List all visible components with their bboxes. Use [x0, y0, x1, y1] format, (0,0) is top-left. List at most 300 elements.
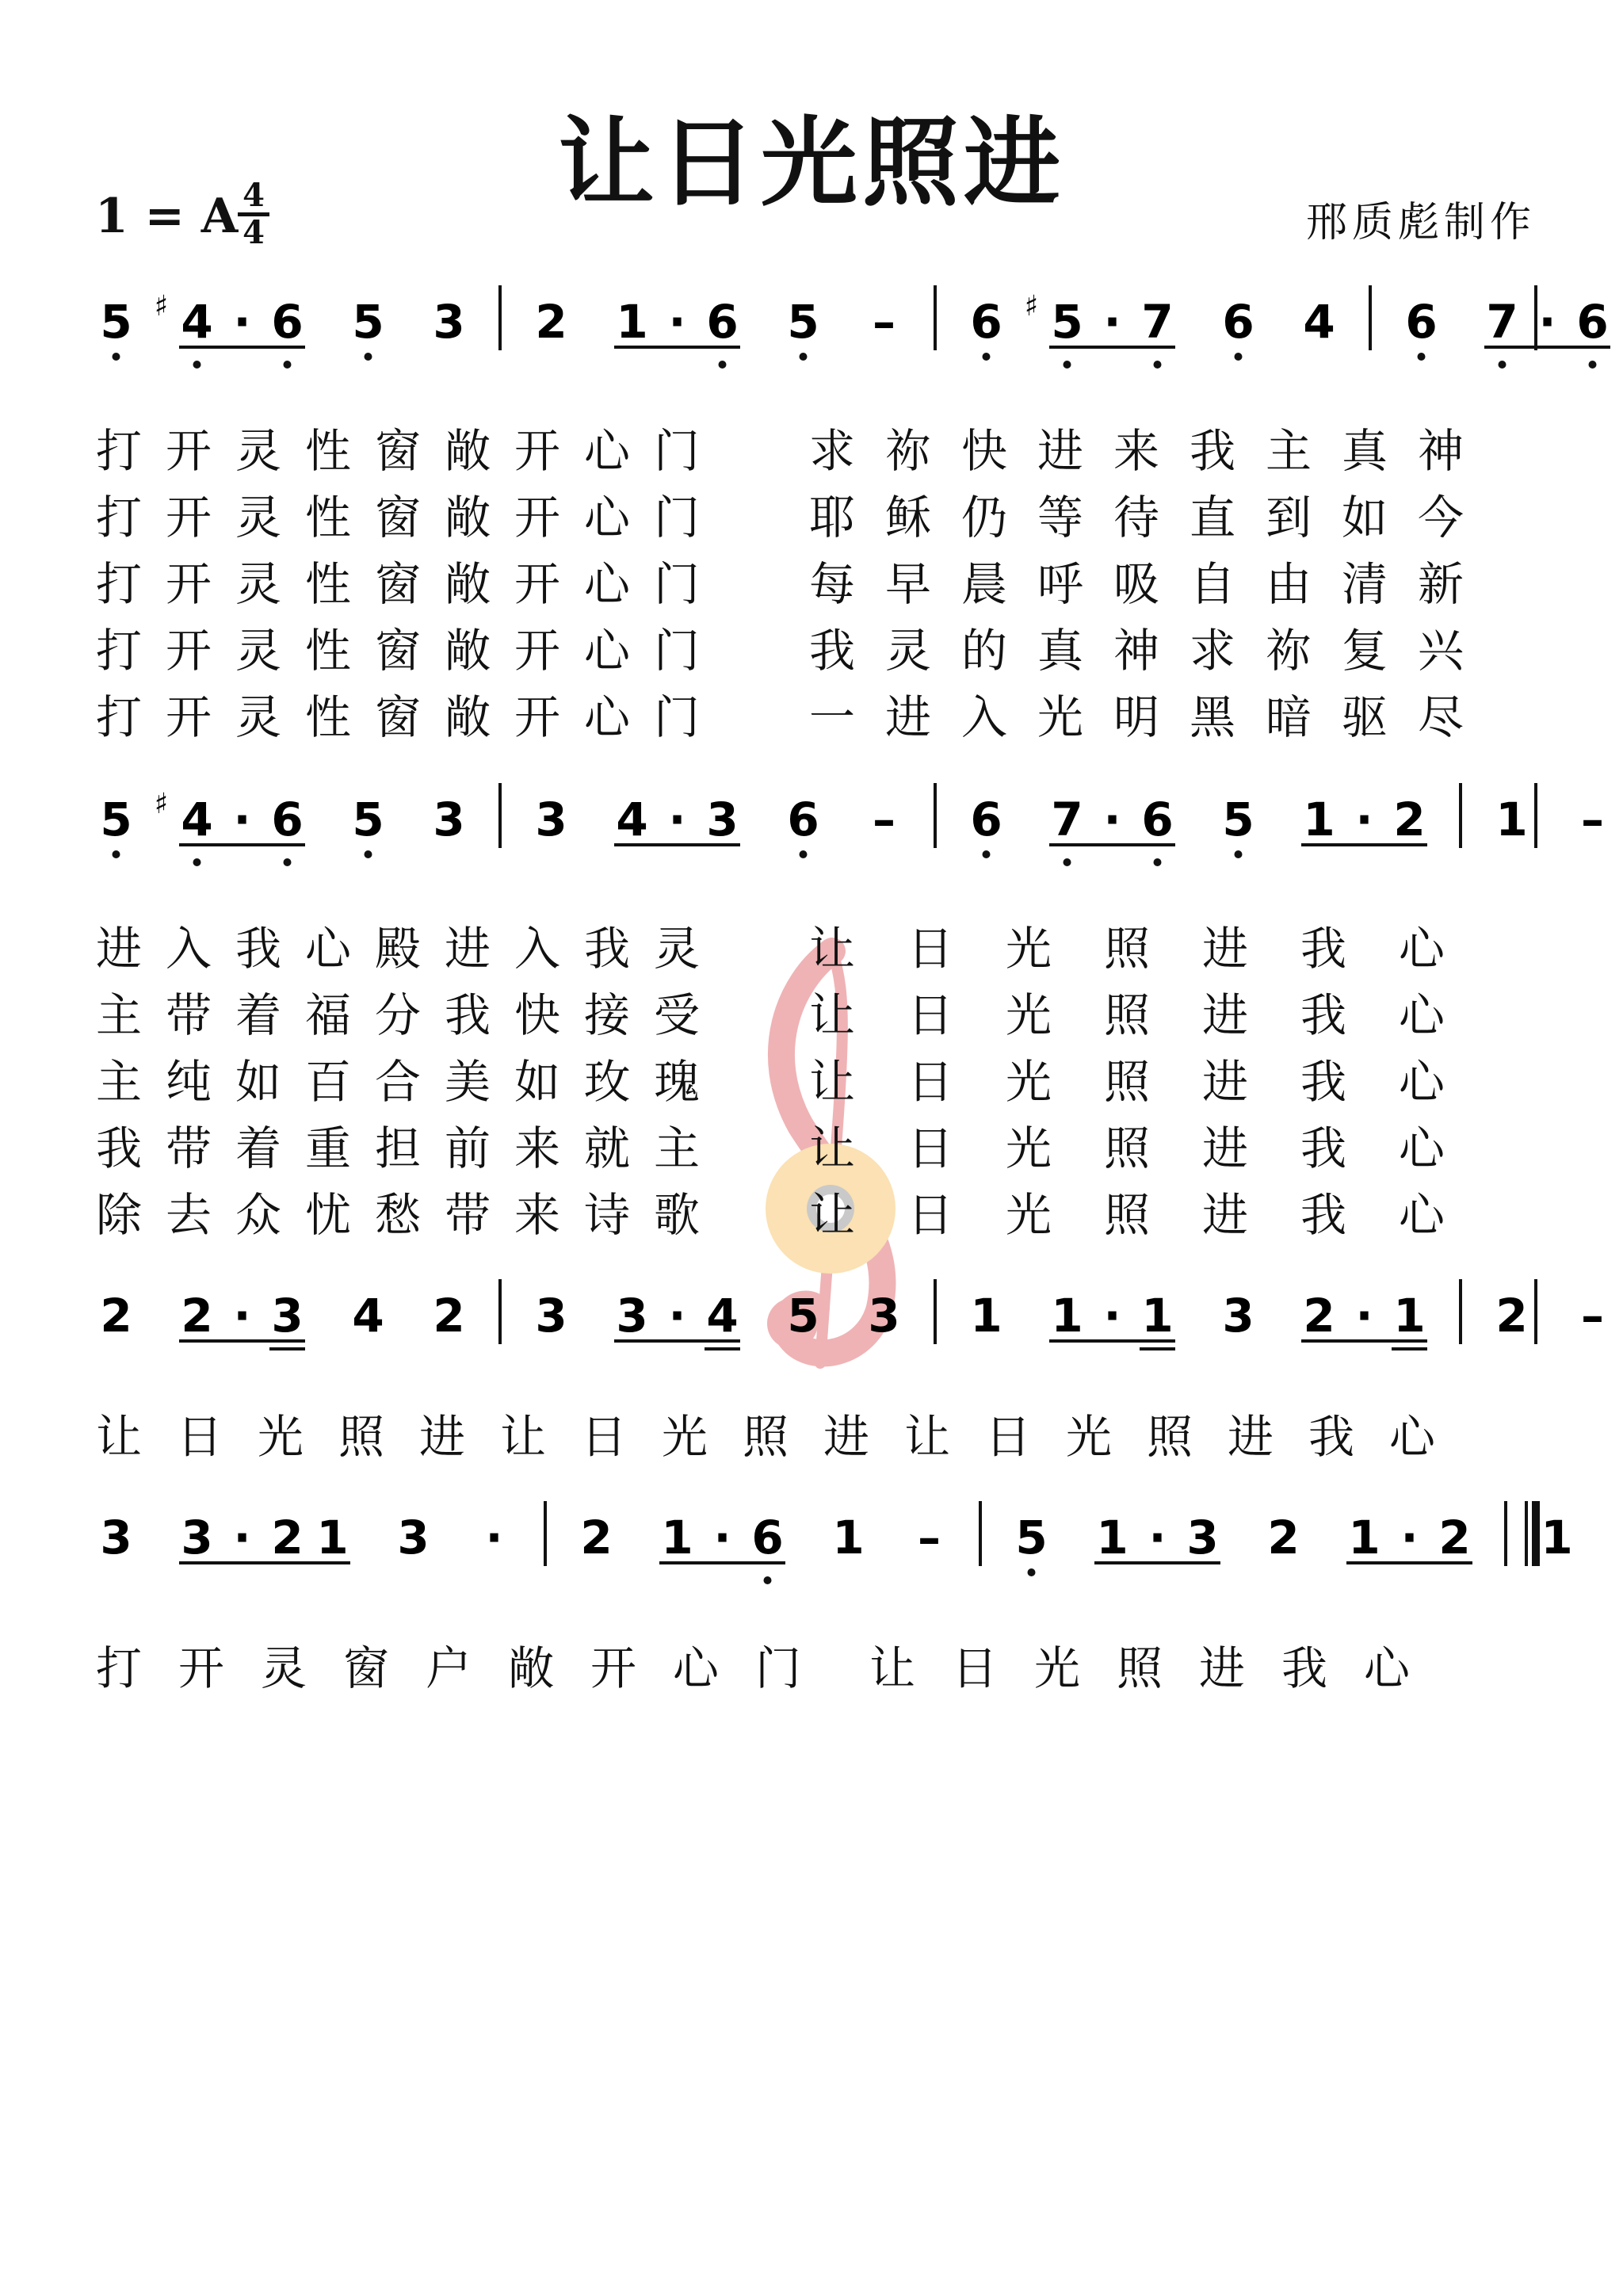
lyric-character: 户 — [425, 1641, 472, 1695]
lyric-character: 自 — [1189, 557, 1236, 611]
lyric-character: 门 — [653, 491, 701, 544]
note-numeral: 5 — [352, 295, 384, 349]
lyric-character: 让 — [808, 1188, 856, 1242]
note-numeral: 1 — [1141, 1289, 1174, 1343]
lyric-character: 接 — [583, 988, 631, 1042]
lyric-character: 门 — [754, 1641, 802, 1695]
dot-mark: · — [1103, 793, 1121, 846]
lyric-character: 开 — [514, 557, 561, 611]
lyric-character: 心 — [1398, 1055, 1445, 1109]
lyric-character: 让 — [903, 1410, 951, 1464]
lyric-character: 门 — [653, 557, 701, 611]
lyric-character: 光 — [257, 1410, 304, 1464]
note-numeral: 3 — [433, 295, 465, 349]
lyric-character: 性 — [304, 690, 352, 744]
lyric-character: 性 — [304, 424, 352, 478]
lyric-character: 由 — [1265, 557, 1312, 611]
note-numeral: 4 — [352, 1289, 384, 1343]
lyric-character: 今 — [1417, 491, 1465, 544]
note-numeral: 5 — [787, 295, 819, 349]
lyric-character: 心 — [304, 922, 352, 976]
lyric-character: 照 — [1116, 1641, 1163, 1695]
note-numeral: 6 — [787, 793, 819, 846]
note-numeral: 1 — [1051, 1289, 1083, 1343]
lyric-character: 带 — [444, 1188, 491, 1242]
lower-octave-dot — [284, 858, 292, 866]
note-numeral: 2 — [181, 1289, 213, 1343]
note-numeral: 2 — [271, 1511, 304, 1564]
lyric-character: 开 — [514, 624, 561, 678]
time-signature-bottom: 4 — [242, 214, 265, 251]
lyric-character: 仍 — [960, 491, 1008, 544]
note-numeral: 1 — [316, 1511, 349, 1564]
note-numeral: 6 — [1141, 793, 1174, 846]
lyric-character: 日 — [907, 988, 954, 1042]
lyric-character: 开 — [178, 1641, 225, 1695]
lyric-character: 打 — [95, 491, 143, 544]
note-numeral: 7 — [1051, 793, 1083, 846]
dash-extension: – — [1581, 793, 1604, 846]
note-numeral: 2 — [1267, 1511, 1300, 1564]
lyric-character: 打 — [95, 424, 143, 478]
lyric-character: 光 — [661, 1410, 708, 1464]
lyric-character: 直 — [1189, 491, 1236, 544]
lyric-character: 日 — [984, 1410, 1032, 1464]
note-numeral: 7 — [1486, 295, 1518, 349]
lyric-character: 我 — [1308, 1410, 1355, 1464]
lyric-character: 开 — [514, 491, 561, 544]
lyric-character: 受 — [653, 988, 701, 1042]
note-numeral: 6 — [271, 793, 304, 846]
lyric-character: 日 — [907, 1188, 954, 1242]
lyric-character: 照 — [1103, 1121, 1151, 1175]
lyric-character: 求 — [808, 424, 856, 478]
lower-octave-dot — [1064, 858, 1071, 866]
note-numeral: 5 — [1051, 295, 1083, 349]
lower-octave-dot — [1499, 361, 1507, 369]
note-numeral: 5 — [100, 793, 132, 846]
lyric-character: 窗 — [374, 557, 422, 611]
dot-mark: · — [1148, 1511, 1167, 1564]
note-numeral: 6 — [1576, 295, 1609, 349]
lyric-character: 心 — [1398, 922, 1445, 976]
lyric-character: 入 — [960, 690, 1008, 744]
lyric-character: 玫 — [583, 1055, 631, 1109]
lyric-character: 日 — [907, 1055, 954, 1109]
lyric-character: 让 — [869, 1641, 916, 1695]
lower-octave-dot — [983, 850, 991, 858]
lyric-character: 光 — [1005, 922, 1052, 976]
note-numeral: 1 — [970, 1289, 1002, 1343]
lyric-character: 主 — [95, 988, 143, 1042]
lyric-character: 带 — [165, 1121, 212, 1175]
lyric-character: 主 — [1265, 424, 1312, 478]
dot-mark: · — [233, 1511, 251, 1564]
lyric-character: 心 — [1398, 1188, 1445, 1242]
note-numeral: 3 — [1222, 1289, 1254, 1343]
lyric-character: 众 — [235, 1188, 282, 1242]
lyric-character: 开 — [590, 1641, 637, 1695]
note-numeral: 2 — [535, 295, 567, 349]
sharp-sign: ♯ — [154, 290, 168, 323]
note-numeral: 3 — [271, 1289, 304, 1343]
lower-octave-dot — [1589, 361, 1597, 369]
lyric-character: 光 — [1065, 1410, 1113, 1464]
dot-mark: · — [1103, 295, 1121, 349]
note-numeral: 4 — [1303, 295, 1335, 349]
lyric-character: 开 — [165, 624, 212, 678]
lyric-character: 兴 — [1417, 624, 1465, 678]
lyric-character: 开 — [165, 557, 212, 611]
dot-mark: · — [1103, 1289, 1121, 1343]
lyric-character: 福 — [304, 988, 352, 1042]
lyric-character: 我 — [1281, 1641, 1328, 1695]
lyric-character: 灵 — [235, 424, 282, 478]
dot-mark: · — [668, 295, 686, 349]
lyric-character: 照 — [1103, 1188, 1151, 1242]
page-title: 让日光照进 — [558, 105, 1065, 220]
lyric-character: 心 — [672, 1641, 720, 1695]
dash-extension: – — [873, 295, 896, 349]
sharp-sign: ♯ — [1024, 290, 1038, 323]
note-numeral: 4 — [706, 1289, 739, 1343]
lyric-character: 开 — [165, 424, 212, 478]
dot-mark: · — [485, 1511, 503, 1564]
lyric-character: 早 — [884, 557, 932, 611]
lyric-character: 入 — [514, 922, 561, 976]
lyric-character: 心 — [583, 491, 631, 544]
dot-mark: · — [668, 793, 686, 846]
lyric-character: 开 — [165, 690, 212, 744]
lyric-character: 驱 — [1341, 690, 1388, 744]
dot-mark: · — [713, 1511, 731, 1564]
lyric-character: 进 — [1227, 1410, 1274, 1464]
lyric-character: 我 — [235, 922, 282, 976]
lyric-character: 性 — [304, 624, 352, 678]
lyric-character: 日 — [951, 1641, 999, 1695]
lyric-character: 着 — [235, 1121, 282, 1175]
lyric-character: 灵 — [235, 557, 282, 611]
lyric-character: 窗 — [374, 690, 422, 744]
lyric-character: 让 — [808, 1055, 856, 1109]
lyric-character: 快 — [960, 424, 1008, 478]
lyric-character: 照 — [1103, 1055, 1151, 1109]
lower-octave-dot — [1064, 361, 1071, 369]
lyric-character: 心 — [583, 624, 631, 678]
note-numeral: 2 — [100, 1289, 132, 1343]
note-numeral: 2 — [1393, 793, 1426, 846]
note-numeral: 3 — [1186, 1511, 1219, 1564]
author-credit: 邢质彪制作 — [1305, 199, 1536, 246]
lyric-character: 的 — [960, 624, 1008, 678]
lower-octave-dot — [1028, 1568, 1036, 1576]
lyric-character: 我 — [1300, 1121, 1347, 1175]
lyric-character: 进 — [1198, 1641, 1246, 1695]
dot-mark: · — [1538, 295, 1556, 349]
lower-octave-dot — [1154, 858, 1162, 866]
dash-extension: – — [918, 1511, 941, 1564]
lyric-character: 让 — [808, 1121, 856, 1175]
lyric-character: 心 — [583, 557, 631, 611]
dot-mark: · — [233, 793, 251, 846]
dash-extension: – — [1581, 1289, 1604, 1343]
note-numeral: 3 — [433, 793, 465, 846]
lower-octave-dot — [983, 353, 991, 361]
note-numeral: 3 — [706, 793, 739, 846]
lyric-character: 灵 — [235, 690, 282, 744]
lyric-character: 我 — [1189, 424, 1236, 478]
lyric-character: 我 — [95, 1121, 143, 1175]
note-numeral: 3 — [616, 1289, 648, 1343]
lyric-character: 进 — [1201, 1055, 1249, 1109]
lyric-character: 窗 — [374, 491, 422, 544]
note-numeral: 4 — [616, 793, 648, 846]
lyric-character: 开 — [165, 491, 212, 544]
lyric-character: 日 — [907, 1121, 954, 1175]
lyric-character: 一 — [808, 690, 856, 744]
note-numeral: 6 — [751, 1511, 784, 1564]
note-numeral: 2 — [580, 1511, 613, 1564]
lyric-character: 如 — [235, 1055, 282, 1109]
note-numeral: 3 — [181, 1511, 213, 1564]
lyric-character: 光 — [1005, 1121, 1052, 1175]
lyric-character: 进 — [884, 690, 932, 744]
note-numeral: 1 — [1495, 793, 1528, 846]
lyric-character: 灵 — [653, 922, 701, 976]
lyric-character: 祢 — [1265, 624, 1312, 678]
dot-mark: · — [233, 1289, 251, 1343]
lyric-character: 窗 — [342, 1641, 390, 1695]
lower-octave-dot — [113, 850, 120, 858]
note-numeral: 1 — [616, 295, 648, 349]
lower-octave-dot — [113, 353, 120, 361]
lyric-character: 光 — [1037, 690, 1084, 744]
note-numeral: 5 — [352, 793, 384, 846]
lyric-character: 到 — [1265, 491, 1312, 544]
lyric-character: 诗 — [583, 1188, 631, 1242]
lyric-character: 耶 — [808, 491, 856, 544]
lyric-character: 黑 — [1189, 690, 1236, 744]
note-numeral: 2 — [433, 1289, 465, 1343]
note-numeral: 6 — [271, 295, 304, 349]
lower-octave-dot — [800, 850, 808, 858]
key-signature: 1 = A — [95, 189, 239, 244]
lyric-character: 我 — [1300, 922, 1347, 976]
lyric-character: 让 — [808, 988, 856, 1042]
lyric-character: 心 — [583, 424, 631, 478]
lyric-character: 前 — [444, 1121, 491, 1175]
lower-octave-dot — [193, 858, 201, 866]
note-numeral: 1 — [661, 1511, 693, 1564]
lyric-character: 照 — [1103, 988, 1151, 1042]
lyric-character: 真 — [1341, 424, 1388, 478]
lyric-character: 每 — [808, 557, 856, 611]
note-numeral: 3 — [535, 793, 567, 846]
lyric-character: 我 — [1300, 988, 1347, 1042]
note-numeral: 5 — [100, 295, 132, 349]
lyric-character: 光 — [1005, 988, 1052, 1042]
lyric-character: 带 — [165, 988, 212, 1042]
lyric-character: 来 — [514, 1121, 561, 1175]
lyric-character: 清 — [1341, 557, 1388, 611]
lyric-character: 心 — [1398, 1121, 1445, 1175]
lyric-character: 进 — [444, 922, 491, 976]
lyric-character: 纯 — [165, 1055, 212, 1109]
lyric-character: 性 — [304, 557, 352, 611]
lyric-character: 灵 — [235, 624, 282, 678]
lyric-character: 明 — [1113, 690, 1160, 744]
lyric-character: 等 — [1037, 491, 1084, 544]
lyric-character: 如 — [1341, 491, 1388, 544]
lyric-character: 日 — [176, 1410, 223, 1464]
lyric-character: 打 — [95, 624, 143, 678]
lyric-character: 我 — [444, 988, 491, 1042]
lyric-character: 进 — [95, 922, 143, 976]
lyric-character: 心 — [1388, 1410, 1436, 1464]
lyric-character: 来 — [1113, 424, 1160, 478]
note-numeral: 1 — [1541, 1511, 1573, 1564]
lyric-character: 敞 — [444, 690, 491, 744]
lyric-character: 灵 — [235, 491, 282, 544]
note-numeral: 1 — [1303, 793, 1335, 846]
lyric-character: 真 — [1037, 624, 1084, 678]
lyric-character: 重 — [304, 1121, 352, 1175]
lyric-character: 照 — [1103, 922, 1151, 976]
lower-octave-dot — [365, 850, 372, 858]
lyric-character: 尽 — [1417, 690, 1465, 744]
lyric-character: 呼 — [1037, 557, 1084, 611]
lyric-character: 晨 — [960, 557, 1008, 611]
lyric-character: 主 — [653, 1121, 701, 1175]
lyric-character: 性 — [304, 491, 352, 544]
lyric-character: 日 — [580, 1410, 628, 1464]
note-numeral: 6 — [970, 793, 1002, 846]
note-numeral: 5 — [1015, 1511, 1048, 1564]
lower-octave-dot — [1235, 850, 1243, 858]
lyric-character: 进 — [1201, 988, 1249, 1042]
lower-octave-dot — [800, 353, 808, 361]
lyric-character: 神 — [1417, 424, 1465, 478]
lower-octave-dot — [1235, 353, 1243, 361]
lower-octave-dot — [193, 361, 201, 369]
lyric-character: 窗 — [374, 424, 422, 478]
note-numeral: 2 — [1495, 1289, 1528, 1343]
note-numeral: 6 — [1405, 295, 1438, 349]
lyric-character: 门 — [653, 690, 701, 744]
lower-octave-dot — [764, 1576, 772, 1584]
lyric-character: 吸 — [1113, 557, 1160, 611]
lyric-character: 照 — [338, 1410, 385, 1464]
lyric-character: 合 — [374, 1055, 422, 1109]
lyric-character: 敞 — [444, 491, 491, 544]
dot-mark: · — [1355, 1289, 1373, 1343]
lyric-character: 我 — [1300, 1055, 1347, 1109]
note-numeral: 4 — [181, 793, 213, 846]
note-numeral: 5 — [787, 1289, 819, 1343]
lyric-character: 我 — [583, 922, 631, 976]
lyric-character: 照 — [742, 1410, 789, 1464]
note-numeral: 1 — [1393, 1289, 1426, 1343]
lyric-character: 进 — [418, 1410, 466, 1464]
lyric-character: 神 — [1113, 624, 1160, 678]
lyric-character: 来 — [514, 1188, 561, 1242]
note-numeral: 3 — [868, 1289, 900, 1343]
lyric-character: 暗 — [1265, 690, 1312, 744]
lyric-character: 我 — [1300, 1188, 1347, 1242]
lyric-character: 光 — [1005, 1055, 1052, 1109]
lyric-character: 让 — [95, 1410, 143, 1464]
lyric-character: 进 — [1037, 424, 1084, 478]
lyric-character: 担 — [374, 1121, 422, 1175]
lyric-character: 敞 — [507, 1641, 555, 1695]
lyric-character: 让 — [499, 1410, 547, 1464]
lyric-character: 着 — [235, 988, 282, 1042]
lyric-character: 门 — [653, 624, 701, 678]
lyric-character: 打 — [95, 690, 143, 744]
lyric-character: 打 — [95, 557, 143, 611]
note-numeral: 5 — [1222, 793, 1254, 846]
lyric-character: 如 — [514, 1055, 561, 1109]
lyric-character: 百 — [304, 1055, 352, 1109]
lyric-character: 进 — [1201, 1121, 1249, 1175]
lyric-character: 复 — [1341, 624, 1388, 678]
lyric-character: 门 — [653, 424, 701, 478]
lyric-character: 求 — [1189, 624, 1236, 678]
lyric-character: 主 — [95, 1055, 143, 1109]
lyric-character: 祢 — [884, 424, 932, 478]
lower-octave-dot — [719, 361, 727, 369]
lyric-character: 就 — [583, 1121, 631, 1175]
lyric-character: 待 — [1113, 491, 1160, 544]
lower-octave-dot — [365, 353, 372, 361]
lyric-character: 窗 — [374, 624, 422, 678]
lyric-character: 灵 — [884, 624, 932, 678]
lyric-character: 光 — [1005, 1188, 1052, 1242]
note-numeral: 6 — [1222, 295, 1254, 349]
lyric-character: 除 — [95, 1188, 143, 1242]
lyric-character: 我 — [808, 624, 856, 678]
time-signature-top: 4 — [242, 177, 265, 214]
lyric-character: 敞 — [444, 424, 491, 478]
lyric-character: 入 — [165, 922, 212, 976]
lyric-character: 忧 — [304, 1188, 352, 1242]
lyric-character: 分 — [374, 988, 422, 1042]
sharp-sign: ♯ — [154, 788, 168, 820]
lyric-character: 心 — [583, 690, 631, 744]
lyric-character: 美 — [444, 1055, 491, 1109]
note-numeral: 1 — [832, 1511, 865, 1564]
lyric-character: 进 — [1201, 922, 1249, 976]
lyric-character: 心 — [1398, 988, 1445, 1042]
lyric-character: 殿 — [374, 922, 422, 976]
note-numeral: 2 — [1438, 1511, 1471, 1564]
note-numeral: 3 — [397, 1511, 430, 1564]
note-numeral: 3 — [535, 1289, 567, 1343]
dot-mark: · — [668, 1289, 686, 1343]
lyric-character: 心 — [1363, 1641, 1411, 1695]
lyric-character: 日 — [907, 922, 954, 976]
lyric-character: 开 — [514, 424, 561, 478]
lyric-character: 打 — [95, 1641, 143, 1695]
lyric-character: 进 — [823, 1410, 870, 1464]
lyric-character: 敞 — [444, 624, 491, 678]
lyric-character: 灵 — [260, 1641, 307, 1695]
dot-mark: · — [1355, 793, 1373, 846]
note-numeral: 1 — [1096, 1511, 1128, 1564]
note-numeral: 6 — [706, 295, 739, 349]
lyric-character: 照 — [1146, 1410, 1193, 1464]
note-numeral: 3 — [100, 1511, 132, 1564]
